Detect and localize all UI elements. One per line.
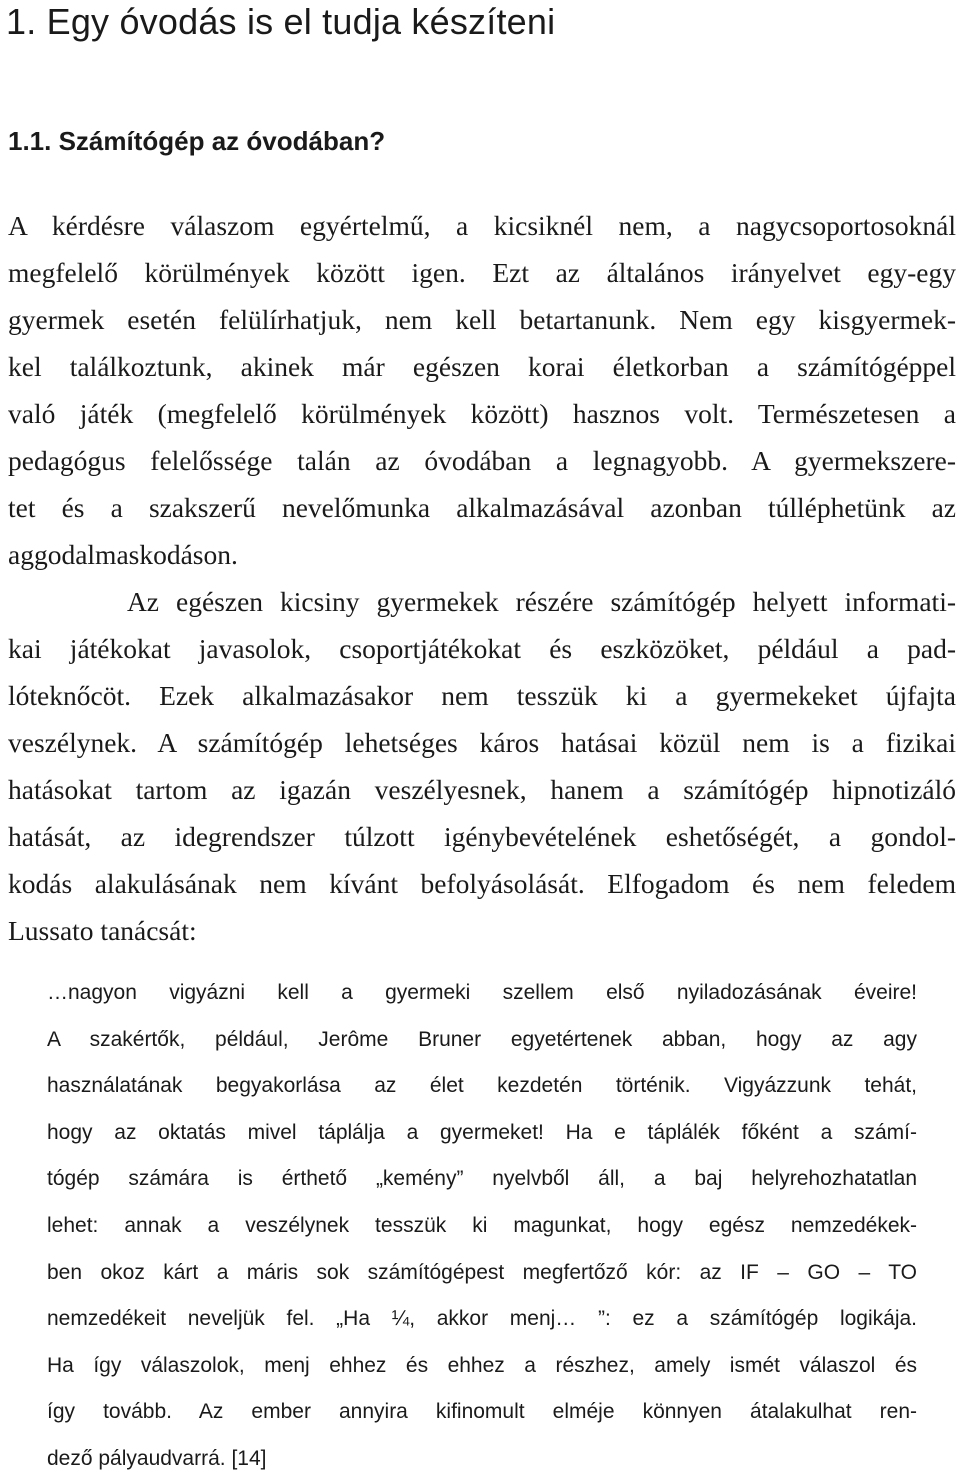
body-text-line: hatásokat tartom az igazán veszélyesnek, hanem a számítógép hipnotizáló — [8, 774, 956, 805]
quote-text-line: használatának begyakorlása az élet kezdetén történik. Vigyázzunk tehát, — [47, 1074, 917, 1098]
body-text-line: hatását, az idegrendszer túlzott igénybevételének eshetőségét, a gondol- — [8, 821, 956, 852]
quote-text-line: hogy az oktatás mivel táplálja a gyermeket! Ha e táplálék főként a számí- — [47, 1120, 917, 1144]
body-text-line: A kérdésre válaszom egyértelmű, a kicsiknél nem, a nagycsoportosoknál — [8, 210, 956, 241]
body-text-line: való játék (megfelelő körülmények között) hasznos volt. Természetesen a — [8, 398, 956, 429]
quote-text-line: …nagyon vigyázni kell a gyermeki szellem első nyiladozásának éveire! — [47, 981, 917, 1004]
body-text-line: tet és a szakszerű nevelőmunka alkalmazásával azonban túlléphetünk az — [8, 492, 956, 523]
body-text-line: gyermek esetén felülírhatjuk, nem kell betartanunk. Nem egy kisgyermek- — [8, 304, 956, 335]
body-text-line: lóteknőcöt. Ezek alkalmazásakor nem tesszük ki a gyermekeket újfajta — [8, 680, 956, 711]
body-text-line: kodás alakulásának nem kívánt befolyásolását. Elfogadom és nem feledem — [8, 868, 956, 899]
quote-text-line: A szakértők, például, Jerôme Bruner egyetértenek abban, hogy az agy — [47, 1027, 917, 1051]
quote-text-line: nemzedékeit neveljük fel. „Ha ¼, akkor menj… ”: ez a számítógép logikája. — [47, 1307, 917, 1331]
section-heading: 1.1. Számítógép az óvodában? — [8, 126, 386, 156]
block-quote — [47, 970, 917, 1483]
quote-text-line: Ha így válaszolok, menj ehhez és ehhez a részhez, amely ismét válaszol és — [47, 1353, 917, 1377]
quote-text-line: ben okoz kárt a máris sok számítógépest megfertőző kór: az IF – GO – TO — [47, 1260, 917, 1284]
chapter-heading: 1. Egy óvodás is el tudja készíteni — [6, 1, 556, 42]
quote-text-line: tógép számára is érthető „kemény” nyelvből áll, a baj helyrehozhatatlan — [47, 1167, 917, 1191]
quote-text-line: lehet: annak a veszélynek tesszük ki magunkat, hogy egész nemzedékek- — [47, 1213, 917, 1237]
body-text-line: Az egészen kicsiny gyermekek részére számítógép helyett informati- — [8, 586, 956, 617]
quote-text-line: dező pályaudvarrá. [14] — [47, 1446, 267, 1470]
body-text-line: veszélynek. A számítógép lehetséges káros hatásai közül nem is a fizikai — [8, 727, 956, 758]
body-text-line: aggodalmaskodáson. — [8, 539, 238, 570]
quote-text-line: így tovább. Az ember annyira kifinomult elméje könnyen átalakulhat ren- — [47, 1400, 917, 1424]
body-text-line: kel találkoztunk, akinek már egészen korai életkorban a számítógéppel — [8, 351, 956, 382]
body-text — [8, 202, 956, 954]
body-text-line: kai játékokat javasolok, csoportjátékokat és eszközöket, például a pad- — [8, 633, 956, 664]
body-text-line: pedagógus felelőssége talán az óvodában a legnagyobb. A gyermekszere- — [8, 445, 956, 476]
body-text-line: megfelelő körülmények között igen. Ezt az általános irányelvet egy-egy — [8, 257, 956, 288]
body-text-line: Lussato tanácsát: — [8, 915, 197, 946]
